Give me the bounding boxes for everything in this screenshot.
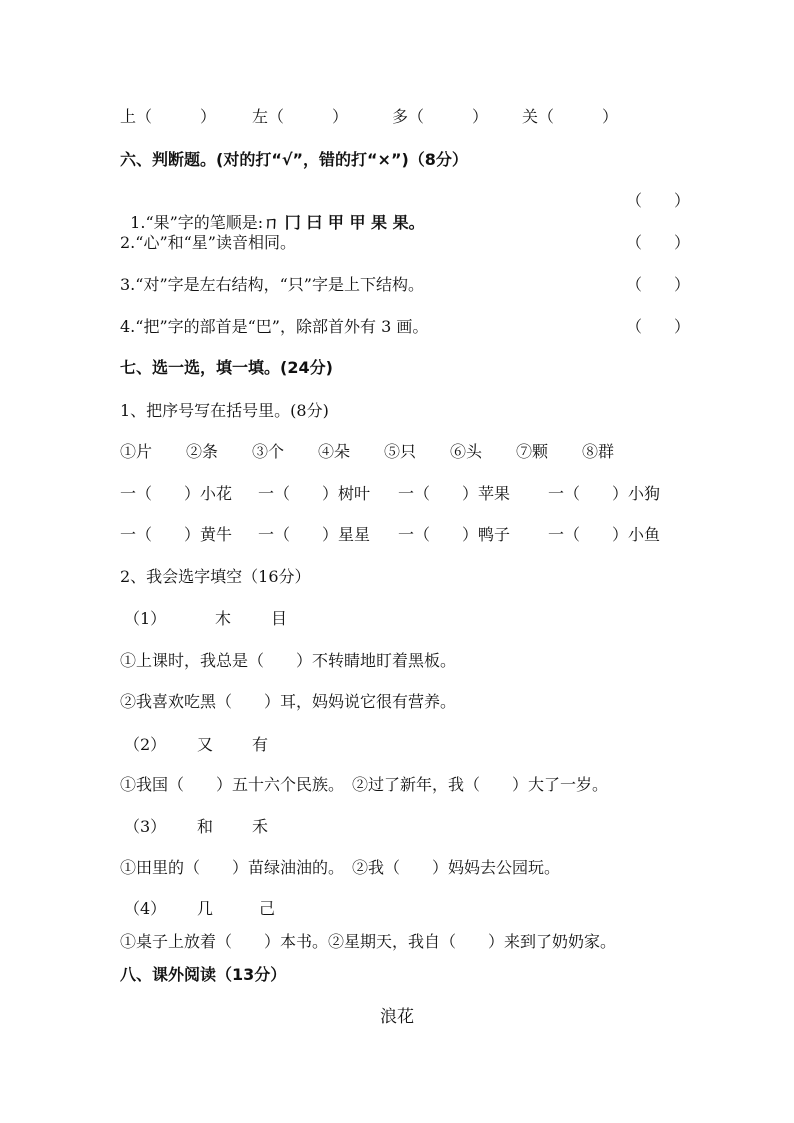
measure-row1-item4: 一（ ）小狗 (548, 484, 661, 503)
option-2: ②条 (186, 442, 219, 461)
group4-sentence1: ①桌子上放着（ ）本书。②星期天，我自（ ）来到了奶奶家。 (120, 932, 617, 951)
option-5: ⑤只 (384, 442, 417, 461)
passage-title: 浪花 (380, 1007, 414, 1027)
measure-row1-item3: 一（ ）苹果 (398, 484, 511, 503)
group2-char2: 有 (252, 735, 269, 754)
section8-title: 八、课外阅读（13分） (120, 965, 287, 984)
top-row-item-3: 多（ ） (392, 107, 489, 126)
judge-item-4-paren: （ ） (626, 317, 691, 336)
judge-item-2-paren: （ ） (626, 233, 691, 252)
group4-char2: 己 (259, 899, 276, 918)
section7-title: 七、选一选，填一填。(24分) (120, 358, 333, 377)
top-row-item-2: 左（ ） (252, 107, 349, 126)
option-3: ③个 (252, 442, 285, 461)
top-row-item-1: 上（ ） (120, 107, 217, 126)
group1-sentence2: ②我喜欢吃黑（ ）耳，妈妈说它很有营养。 (120, 692, 457, 711)
measure-row2-item3: 一（ ）鸭子 (398, 525, 511, 544)
part2-title: 2、我会选字填空（16分） (120, 567, 311, 586)
group4-label: （4） (124, 899, 167, 918)
judge-item-2: 2.“心”和“星”读音相同。 (120, 233, 296, 252)
group3-char2: 禾 (252, 817, 269, 836)
measure-row1-item1: 一（ ）小花 (120, 484, 233, 503)
group1-char2: 目 (271, 609, 288, 628)
judge-item-4: 4.“把”字的部首是“巴”，除部首外有 3 画。 (120, 317, 429, 336)
group3-label: （3） (124, 817, 167, 836)
group3-char1: 和 (197, 817, 214, 836)
measure-row1-item2: 一（ ）树叶 (258, 484, 371, 503)
top-row-item-4: 关（ ） (522, 107, 619, 126)
group4-char1: 几 (197, 899, 214, 918)
option-6: ⑥头 (450, 442, 483, 461)
judge-item-1-strokes: ㄇ 冂 曰 甲 甲 果 果。 (263, 213, 425, 232)
group1-char1: 木 (215, 609, 232, 628)
group3-sentence1: ①田里的（ ）苗绿油油的。 ②我（ ）妈妈去公园玩。 (120, 858, 561, 877)
group1-label: （1） (124, 609, 167, 628)
option-8: ⑧群 (582, 442, 615, 461)
group2-sentence1: ①我国（ ）五十六个民族。 ②过了新年，我（ ）大了一岁。 (120, 775, 609, 794)
option-4: ④朵 (318, 442, 351, 461)
group2-label: （2） (124, 735, 167, 754)
judge-item-1-text: 1.“果”字的笔顺是: (130, 213, 264, 232)
section6-title: 六、判断题。(对的打“√”，错的打“×”)（8分） (120, 150, 468, 169)
judge-item-3-paren: （ ） (626, 275, 691, 294)
group1-sentence1: ①上课时，我总是（ ）不转睛地盯着黑板。 (120, 651, 457, 670)
measure-row2-item1: 一（ ）黄牛 (120, 525, 233, 544)
judge-item-1 (120, 190, 425, 234)
option-7: ⑦颗 (516, 442, 549, 461)
measure-row2-item4: 一（ ）小鱼 (548, 525, 661, 544)
part1-title: 1、把序号写在括号里。(8分) (120, 401, 329, 420)
judge-item-3: 3.“对”字是左右结构，“只”字是上下结构。 (120, 275, 424, 294)
group2-char1: 又 (197, 735, 214, 754)
option-1: ①片 (120, 442, 153, 461)
measure-row2-item2: 一（ ）星星 (258, 525, 371, 544)
judge-item-1-paren: （ ） (626, 191, 691, 210)
